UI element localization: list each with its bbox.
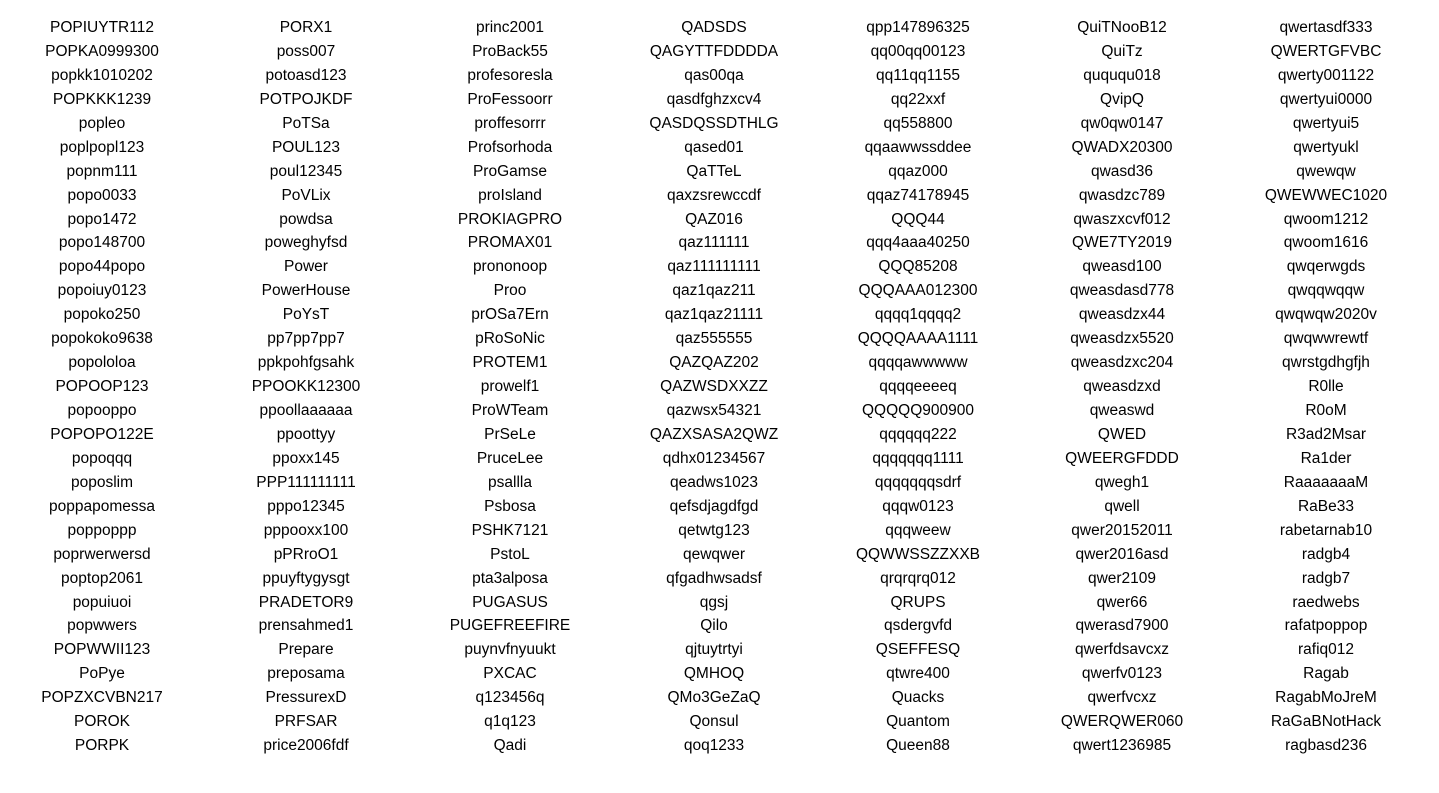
name-cell: PXCAC bbox=[483, 665, 537, 683]
name-cell: qwer20152011 bbox=[1071, 521, 1173, 539]
name-list-grid bbox=[0, 16, 1439, 758]
name-cell: qpp147896325 bbox=[866, 19, 970, 36]
name-cell: QQQ44 bbox=[891, 210, 945, 228]
name-cell: qsdergvfd bbox=[883, 617, 953, 635]
name-cell: qwasdzc789 bbox=[1078, 186, 1166, 204]
name-cell: QWED bbox=[1097, 425, 1147, 443]
name-cell: Psbosa bbox=[484, 497, 536, 515]
name-cell: POPOOP123 bbox=[55, 378, 149, 396]
name-cell: qqqqawwwww bbox=[868, 354, 968, 372]
name-cell: QADSDS bbox=[681, 19, 747, 36]
name-cell: qwer2109 bbox=[1087, 569, 1157, 587]
name-cell: qwqwqw2020v bbox=[1275, 306, 1377, 324]
name-cell: poplpopl123 bbox=[59, 138, 145, 156]
name-cell: PoPye bbox=[79, 665, 125, 683]
name-cell: PUGASUS bbox=[472, 593, 548, 611]
name-cell: ppoollaaaaaa bbox=[259, 402, 353, 419]
name-cell: qq558800 bbox=[883, 114, 953, 132]
name-cell: popo0033 bbox=[67, 186, 137, 204]
name-cell: QQQ85208 bbox=[878, 258, 958, 276]
name-cell: QAGYTTFDDDDA bbox=[649, 42, 779, 60]
name-cell: prOSa7Ern bbox=[471, 306, 549, 324]
name-cell: qwerfv0123 bbox=[1081, 665, 1163, 683]
name-cell: qwell bbox=[1104, 497, 1140, 515]
name-cell: proIsland bbox=[478, 186, 542, 204]
name-cell: puynvfnyuukt bbox=[464, 641, 556, 659]
name-cell: R0oM bbox=[1305, 402, 1347, 419]
name-cell: qwerfvcxz bbox=[1087, 689, 1157, 707]
name-cell: POTPOJKDF bbox=[259, 90, 353, 108]
name-cell: prensahmed1 bbox=[258, 617, 354, 635]
name-cell: ppkpohfgsahk bbox=[257, 354, 355, 372]
name-cell: qq00qq00123 bbox=[870, 42, 966, 60]
name-column-3 bbox=[408, 16, 612, 758]
name-cell: PRADETOR9 bbox=[258, 593, 354, 611]
name-cell: PORX1 bbox=[279, 19, 333, 36]
name-cell: qwerty001122 bbox=[1277, 66, 1375, 84]
name-cell: popololoa bbox=[68, 354, 136, 372]
name-cell: qwertyui5 bbox=[1292, 114, 1360, 132]
name-cell: PRFSAR bbox=[274, 713, 338, 731]
name-cell: poss007 bbox=[276, 42, 336, 60]
name-cell: qq22xxf bbox=[890, 90, 946, 108]
name-cell: QvipQ bbox=[1100, 90, 1144, 108]
name-cell: price2006fdf bbox=[263, 737, 349, 755]
name-cell: PSHK7121 bbox=[471, 521, 549, 539]
name-cell: qwerasd7900 bbox=[1075, 617, 1169, 635]
name-cell: PROTEM1 bbox=[472, 354, 548, 372]
name-cell: qwoom1212 bbox=[1283, 210, 1369, 228]
name-cell: proffesorrr bbox=[474, 114, 546, 132]
name-cell: PPP111111111 bbox=[256, 473, 356, 491]
name-cell: popkk1010202 bbox=[51, 66, 153, 84]
name-cell: qas00qa bbox=[684, 66, 744, 84]
name-cell: QuiTz bbox=[1101, 42, 1143, 60]
name-cell: quququ018 bbox=[1083, 66, 1161, 84]
name-cell: POPZXCVBN217 bbox=[41, 689, 163, 707]
name-cell: qqaz000 bbox=[888, 162, 948, 180]
name-cell: qwaszxcvf012 bbox=[1073, 210, 1171, 228]
name-cell: QSEFFESQ bbox=[875, 641, 961, 659]
name-cell: QAZXSASA2QWZ bbox=[649, 425, 779, 443]
name-cell: PowerHouse bbox=[261, 282, 351, 300]
name-cell: ProGamse bbox=[472, 162, 548, 180]
name-cell: popo1472 bbox=[67, 210, 137, 228]
name-cell: QQQQAAAA1111 bbox=[857, 330, 979, 348]
name-cell: Ragab bbox=[1303, 665, 1349, 683]
name-cell: pppooxx100 bbox=[263, 521, 349, 539]
name-cell: POROK bbox=[74, 713, 130, 731]
name-cell: qweasdzx5520 bbox=[1070, 330, 1174, 348]
name-cell: PrSeLe bbox=[484, 425, 536, 443]
name-cell: Power bbox=[284, 258, 328, 276]
name-cell: qqqqqqq1111 bbox=[872, 449, 964, 467]
name-cell: qaz111111 bbox=[678, 234, 750, 252]
name-cell: qwegh1 bbox=[1094, 473, 1150, 491]
name-cell: ProBack55 bbox=[472, 42, 548, 60]
name-cell: qwqerwgds bbox=[1286, 258, 1366, 276]
name-cell: qwertyukl bbox=[1293, 138, 1359, 156]
name-cell: qqqqqq222 bbox=[879, 425, 957, 443]
name-cell: qweasdasd778 bbox=[1069, 282, 1175, 300]
name-cell: QWERTGFVBC bbox=[1270, 42, 1382, 60]
name-cell: ppoottyy bbox=[276, 425, 336, 443]
name-cell: Qonsul bbox=[689, 713, 739, 731]
name-cell: RaaaaaaaM bbox=[1283, 473, 1369, 491]
name-cell: ppuyftygysgt bbox=[262, 569, 350, 587]
name-cell: popo44popo bbox=[58, 258, 146, 276]
name-cell: q123456q bbox=[475, 689, 545, 707]
name-cell: qwer2016asd bbox=[1075, 545, 1169, 563]
name-cell: qazwsx54321 bbox=[666, 402, 762, 419]
name-cell: prononoop bbox=[472, 258, 548, 276]
name-cell: QAZ016 bbox=[685, 210, 743, 228]
name-cell: qwqwwrewtf bbox=[1283, 330, 1369, 348]
name-cell: QWEERGFDDD bbox=[1065, 449, 1179, 467]
name-cell: qaz555555 bbox=[675, 330, 753, 348]
name-cell: PressurexD bbox=[265, 689, 347, 707]
name-cell: qoq1233 bbox=[683, 737, 745, 755]
name-cell: prowelf1 bbox=[480, 378, 540, 396]
name-cell: QQQAAA012300 bbox=[858, 282, 978, 300]
name-cell: qjtuytrtyi bbox=[685, 641, 743, 659]
name-cell: PoTSa bbox=[282, 114, 330, 132]
name-cell: pppo12345 bbox=[267, 497, 345, 515]
name-cell: QASDQSSDTHLG bbox=[649, 114, 779, 132]
name-cell: poptop2061 bbox=[61, 569, 143, 587]
name-cell: Qadi bbox=[493, 737, 527, 755]
name-cell: RaGaBNotHack bbox=[1270, 713, 1382, 731]
name-cell: rafiq012 bbox=[1297, 641, 1354, 659]
name-cell: qrqrqrq012 bbox=[880, 569, 956, 587]
name-cell: preposama bbox=[267, 665, 345, 683]
name-cell: rabetarnab10 bbox=[1279, 521, 1373, 539]
name-cell: popooppo bbox=[67, 402, 137, 419]
name-cell: POUL123 bbox=[271, 138, 341, 156]
name-cell: popoiuy0123 bbox=[57, 282, 147, 300]
name-cell: qweasdzxd bbox=[1083, 378, 1161, 396]
name-cell: qqqw0123 bbox=[882, 497, 954, 515]
name-cell: PoYsT bbox=[282, 306, 330, 324]
name-cell: QWADX20300 bbox=[1071, 138, 1173, 156]
name-cell: qweasdzxc204 bbox=[1070, 354, 1174, 372]
name-cell: qqqweew bbox=[885, 521, 951, 539]
name-cell: qwewqw bbox=[1296, 162, 1356, 180]
name-cell: qefsdjagdfgd bbox=[669, 497, 759, 515]
name-cell: pRoSoNic bbox=[475, 330, 545, 348]
name-cell: poprwerwersd bbox=[53, 545, 151, 563]
name-cell: ProWTeam bbox=[471, 402, 549, 419]
name-cell: POPKA0999300 bbox=[45, 42, 159, 60]
name-cell: QQWWSSZZXXB bbox=[856, 545, 980, 563]
name-cell: q1q123 bbox=[484, 713, 536, 731]
name-cell: POPWWII123 bbox=[53, 641, 151, 659]
name-cell: qetwtg123 bbox=[678, 521, 750, 539]
name-cell: QMo3GeZaQ bbox=[667, 689, 761, 707]
name-cell: QAZQAZ202 bbox=[669, 354, 759, 372]
name-cell: popleo bbox=[78, 114, 126, 132]
name-cell: poppapomessa bbox=[49, 497, 155, 515]
name-cell: poposlim bbox=[70, 473, 134, 491]
name-cell: RaBe33 bbox=[1297, 497, 1354, 515]
name-cell: qeadws1023 bbox=[670, 473, 758, 491]
name-cell: popo148700 bbox=[58, 234, 146, 252]
name-cell: qqaawwssddee bbox=[864, 138, 972, 156]
name-cell: qdhx01234567 bbox=[662, 449, 766, 467]
name-cell: QRUPS bbox=[890, 593, 946, 611]
name-cell: qwrstgdhgfjh bbox=[1282, 354, 1370, 372]
name-cell: ragbasd236 bbox=[1285, 737, 1367, 755]
name-cell: poppoppp bbox=[67, 521, 137, 539]
name-cell: Queen88 bbox=[886, 737, 950, 755]
name-cell: qwertyui0000 bbox=[1279, 90, 1373, 108]
name-cell: PROKIAGPRO bbox=[457, 210, 563, 228]
name-cell: PROMAX01 bbox=[467, 234, 553, 252]
name-cell: qaz111111111 bbox=[667, 258, 761, 276]
name-cell: qq11qq1155 bbox=[876, 66, 960, 84]
name-cell: ppoxx145 bbox=[272, 449, 340, 467]
name-cell: raedwebs bbox=[1292, 593, 1360, 611]
name-cell: qased01 bbox=[684, 138, 744, 156]
name-cell: qqqq1qqqq2 bbox=[874, 306, 962, 324]
name-cell: QuiTNooB12 bbox=[1077, 19, 1167, 36]
name-cell: qweaswd bbox=[1089, 402, 1155, 419]
name-cell: poweghyfsd bbox=[264, 234, 348, 252]
name-cell: R3ad2Msar bbox=[1285, 425, 1367, 443]
name-cell: rafatpoppop bbox=[1284, 617, 1368, 635]
name-column-6 bbox=[1020, 16, 1224, 758]
name-cell: qwerfdsavcxz bbox=[1075, 641, 1169, 659]
name-cell: popoqqq bbox=[71, 449, 133, 467]
name-cell: PORPK bbox=[74, 737, 130, 755]
name-cell: poul12345 bbox=[269, 162, 343, 180]
name-cell: PoVLix bbox=[281, 186, 331, 204]
name-cell: qaz1qaz21111 bbox=[664, 306, 764, 324]
name-column-1 bbox=[0, 16, 204, 758]
name-cell: qwer66 bbox=[1096, 593, 1148, 611]
name-cell: QMHOQ bbox=[683, 665, 745, 683]
name-cell: qaz1qaz211 bbox=[672, 282, 756, 300]
name-cell: princ2001 bbox=[475, 19, 545, 36]
name-cell: qfgadhwsadsf bbox=[666, 569, 762, 587]
name-cell: qwqqwqqw bbox=[1287, 282, 1365, 300]
name-cell: PPOOKK12300 bbox=[251, 378, 361, 396]
name-cell: qweasdzx44 bbox=[1078, 306, 1166, 324]
name-cell: powdsa bbox=[279, 210, 333, 228]
name-cell: PstoL bbox=[490, 545, 530, 563]
name-cell: Prepare bbox=[278, 641, 334, 659]
name-cell: ProFessoorr bbox=[467, 90, 553, 108]
name-cell: qasdfghzxcv4 bbox=[666, 90, 762, 108]
name-cell: popuiuoi bbox=[72, 593, 132, 611]
name-cell: QWEWWEC1020 bbox=[1264, 186, 1388, 204]
name-cell: qw0qw0147 bbox=[1080, 114, 1164, 132]
name-cell: POPKKK1239 bbox=[52, 90, 152, 108]
name-cell: QaTTeL bbox=[686, 162, 742, 180]
name-cell: radgb4 bbox=[1301, 545, 1351, 563]
name-column-4 bbox=[612, 16, 816, 758]
name-cell: QWERQWER060 bbox=[1060, 713, 1184, 731]
name-column-7 bbox=[1224, 16, 1428, 758]
name-cell: qwoom1616 bbox=[1283, 234, 1369, 252]
name-cell: QQQQQ900900 bbox=[861, 402, 974, 419]
name-cell: qgsj bbox=[699, 593, 729, 611]
name-cell: POPOPO122E bbox=[50, 425, 154, 443]
name-cell: QAZWSDXXZZ bbox=[660, 378, 768, 396]
name-cell: Profsorhoda bbox=[467, 138, 553, 156]
name-cell: qweasd100 bbox=[1082, 258, 1162, 276]
name-cell: qwertasdf333 bbox=[1279, 19, 1373, 36]
name-cell: Quantom bbox=[886, 713, 950, 731]
name-cell: qqqqeeeeq bbox=[879, 378, 957, 396]
name-cell: potoasd123 bbox=[265, 66, 347, 84]
name-cell: popnm111 bbox=[66, 162, 138, 180]
name-cell: Quacks bbox=[891, 689, 945, 707]
name-cell: Qilo bbox=[700, 617, 728, 635]
name-cell: pPRroO1 bbox=[273, 545, 339, 563]
name-cell: QWE7TY2019 bbox=[1072, 234, 1172, 252]
name-column-5 bbox=[816, 16, 1020, 758]
name-cell: R0lle bbox=[1308, 378, 1344, 396]
name-cell: radgb7 bbox=[1301, 569, 1351, 587]
name-cell: Ra1der bbox=[1300, 449, 1352, 467]
name-cell: popokoko9638 bbox=[51, 330, 153, 348]
name-cell: popwwers bbox=[67, 617, 137, 635]
name-cell: POPIUYTR112 bbox=[50, 19, 154, 36]
name-cell: qqq4aaa40250 bbox=[866, 234, 970, 252]
name-cell: qtwre400 bbox=[886, 665, 950, 683]
name-cell: qewqwer bbox=[682, 545, 746, 563]
name-column-2 bbox=[204, 16, 408, 758]
name-cell: qaxzsrewccdf bbox=[667, 186, 761, 204]
name-cell: RagabMoJreM bbox=[1275, 689, 1377, 707]
name-cell: PUGEFREEFIRE bbox=[449, 617, 571, 635]
name-cell: pta3alposa bbox=[472, 569, 548, 587]
name-cell: qwasd36 bbox=[1090, 162, 1154, 180]
name-cell: qqaz74178945 bbox=[866, 186, 970, 204]
name-cell: psallla bbox=[488, 473, 532, 491]
name-cell: pp7pp7pp7 bbox=[267, 330, 345, 348]
name-cell: qwert1236985 bbox=[1072, 737, 1172, 755]
name-cell: popoko250 bbox=[63, 306, 141, 324]
name-cell: PruceLee bbox=[476, 449, 544, 467]
name-cell: Proo bbox=[493, 282, 527, 300]
name-cell: profesoresla bbox=[467, 66, 553, 84]
name-cell: qqqqqqqsdrf bbox=[874, 473, 962, 491]
